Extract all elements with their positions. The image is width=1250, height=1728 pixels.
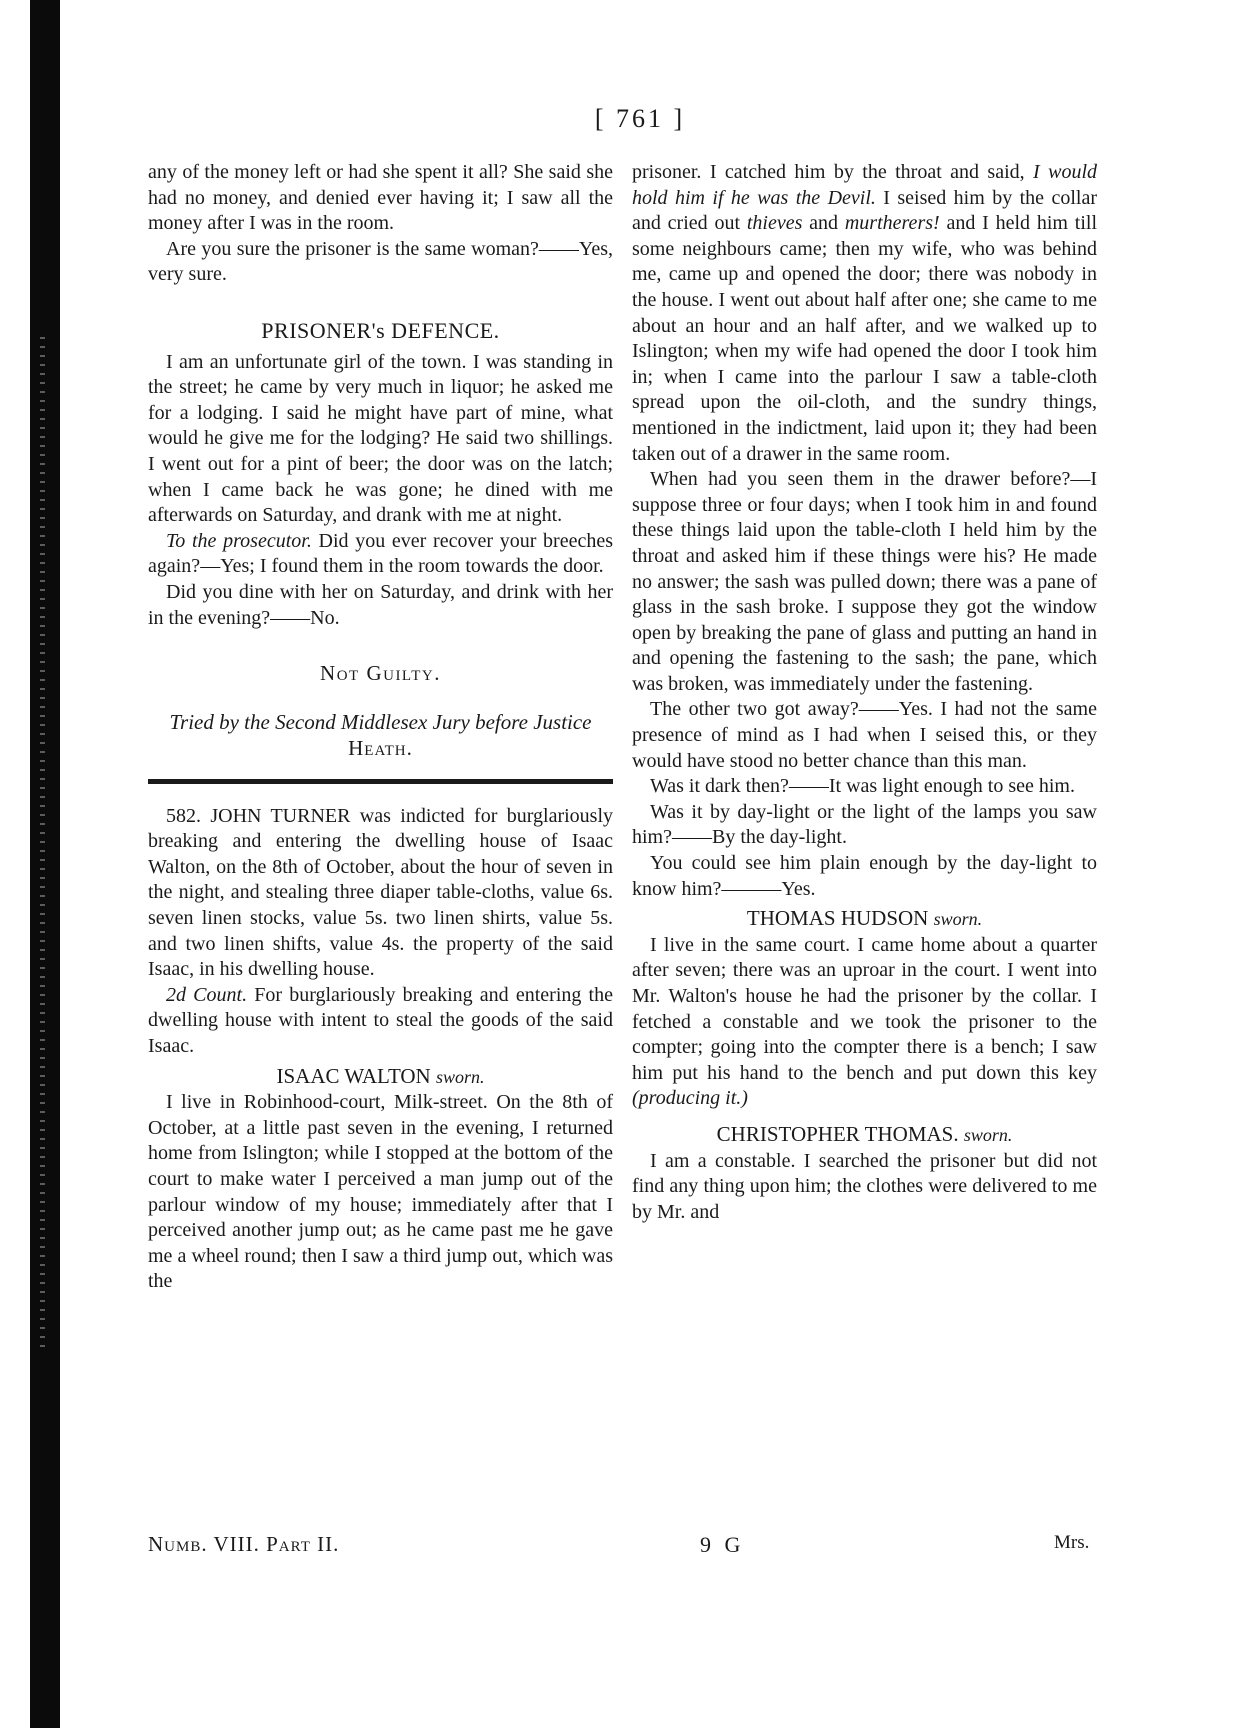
witness-heading (632, 906, 1097, 933)
witness-heading (148, 1064, 613, 1091)
paragraph-text: and I held him till some neighbours came; then my wife, who was behind me, came up and opened the door; there was nobody in the house. I went out about half after one; she came to me about an hour and an half after, and we walked up to Islington; when my wife had opened the door I took him in; when I came into the parlour I saw a table-cloth spread upon the oil-cloth, and the sundry things, mentioned in the indictment, laid upon it; they had been taken out of a drawer in the same room. (632, 212, 1098, 465)
right-column (632, 160, 1097, 1225)
paragraph-text: and (802, 212, 845, 235)
paragraph: I am a constable. I searched the prisoner but did not find any thing upon him; the clothes were delivered to me by Mr. and (632, 1149, 1097, 1223)
paragraph (632, 933, 1097, 1112)
judge-name: Heath. (348, 735, 413, 760)
jury-text: Tried by the Second Middlesex Jury before Justice (169, 709, 592, 734)
paragraph: When had you seen them in the drawer before?—I suppose three or four days; when I took him in and found these things laid upon the table-cloth I held him by the throat and asked him if these things were his? He made no answer; the sash was pulled down; there was a pane of glass in the sash broke. I suppose they got the window open by breaking the pane of glass and putting an hand in and opening the fastening to the sash; the pane, which was broken, was immediately under the fastening. (632, 468, 1097, 695)
speaker-label: To the prosecutor. (166, 529, 312, 552)
paragraph: I am an unfortunate girl of the town. I was standing in the street; he came by very much in liquor; he asked me for a lodging. I said he might have part of mine, what would he give me for the lodging? He said two shillings. I went out for a pint of beer; the door was on the latch; when I came back he was gone; he dined with me afterwards on Saturday, and drank with me at night. (148, 350, 613, 527)
footer-signature-mark: 9 G (700, 1532, 745, 1557)
paragraph: Was it by day-light or the light of the lamps you saw him?——By the day-light. (632, 800, 1097, 849)
paragraph: The other two got away?——Yes. I had not the same presence of mind as I had when I seised this, or they would have stood no better chance than this man. (632, 698, 1097, 772)
footer-part-label: Numb. VIII. Part II. (148, 1532, 340, 1556)
paragraph-text: I live in the same court. I came home about a quarter after seven; there was an uproar in the court. I went into Mr. Walton's house he had the prisoner by the collar. I fetched a constable and we took the prisoner to the compter; going into the compter there is a bench; I saw him put his hand to the bench and put down this key (632, 933, 1097, 1084)
section-rule (148, 779, 613, 784)
paragraph-text: prisoner. I catched him by the throat and said, (632, 161, 1034, 183)
jury-line (148, 709, 613, 761)
paragraph-text: Did you ever recover your breeches again?—Yes; I found them in the room towards the door. (148, 529, 613, 578)
sworn-label: sworn. (963, 1124, 1013, 1145)
paragraph (148, 983, 613, 1060)
footer-catchword: Mrs. (1054, 1532, 1090, 1553)
paragraph: Are you sure the prisoner is the same woman?——Yes, very sure. (148, 237, 613, 286)
paragraph (148, 529, 613, 580)
quoted-speech: I would hold him if he was the Devil. (632, 161, 1098, 209)
page-number: [ 761 ] (594, 104, 686, 133)
binding-texture (40, 330, 45, 1350)
verdict: Not Guilty. (320, 661, 441, 686)
stage-note: (producing it.) (632, 1087, 748, 1110)
paragraph: Did you dine with her on Saturday, and drink with her in the evening?——No. (148, 580, 613, 629)
witness-heading (632, 1122, 1097, 1149)
paragraph: You could see him plain enough by the day-light to know him?———Yes. (632, 852, 1097, 900)
paragraph-text: For burglariously breaking and entering the dwelling house with intent to steal the goods of the said Isaac. (148, 983, 613, 1058)
quoted-cry: murtherers! (844, 212, 940, 235)
paragraph: I live in Robinhood-court, Milk-street. On the 8th of October, at a little past seven in the evening, I returned home from Islington; while I stopped at the bottom of the court to make water I perceived a man jump out of the parlour window of my house; immediately after that I perceived another jump out; as he came past me he gave me a wheel round; then I saw a third jump out, which was the (148, 1091, 613, 1293)
witness-name: CHRISTOPHER THOMAS. (716, 1121, 959, 1146)
paragraph: Was it dark then?——It was light enough to see him. (650, 775, 1075, 798)
witness-name: THOMAS HUDSON (746, 906, 929, 931)
indictment-paragraph: 582. JOHN TURNER was indicted for burglariously breaking and entering the dwelling house of Isaac Walton, on the 8th of October, about the hour of seven in the night, and stealing three diaper table-cloths, value 6s. seven linen stocks, value 5s. two linen shirts, value 5s. and two linen shifts, value 4s. the property of the said Isaac, in his dwelling house. (148, 804, 613, 981)
sworn-label: sworn. (435, 1066, 485, 1087)
paragraph: any of the money left or had she spent it all? She said she had no money, and denied ever having it; I saw all the money after I was in the room. (148, 161, 613, 235)
count-label: 2d Count. (166, 983, 248, 1006)
sworn-label: sworn. (933, 909, 983, 930)
paragraph (632, 160, 1097, 467)
book-binding-edge (30, 0, 60, 1728)
section-heading-defence: PRISONER's DEFENCE. (261, 317, 500, 343)
quoted-cry: thieves (746, 212, 803, 235)
paragraph-text: I seised him by the collar and cried out (632, 186, 1097, 235)
left-column (148, 160, 613, 1295)
witness-name: ISAAC WALTON (276, 1063, 431, 1088)
